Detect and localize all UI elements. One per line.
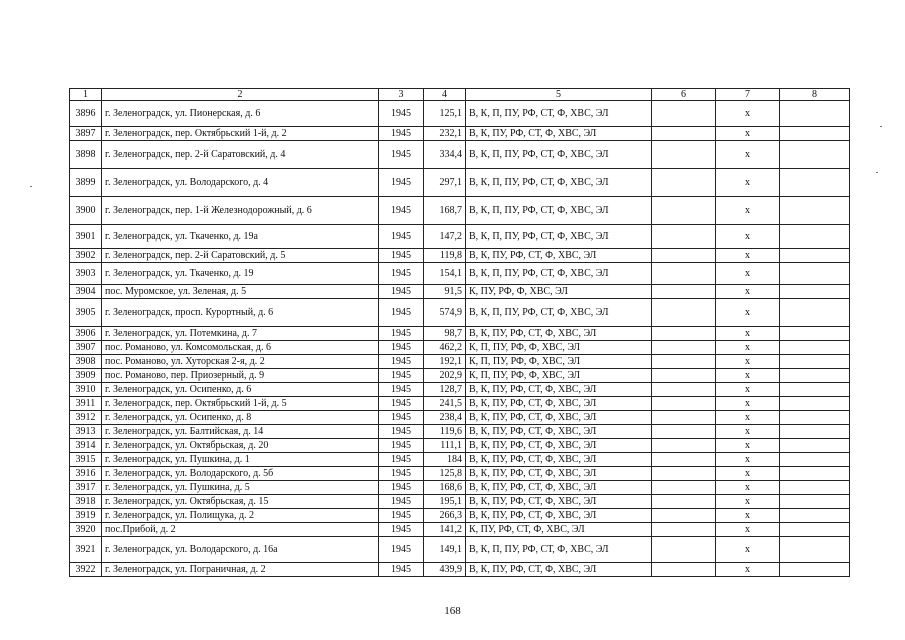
col7-mark-cell: х	[716, 509, 780, 523]
col7-mark-cell: х	[716, 425, 780, 439]
col8-cell	[780, 509, 850, 523]
systems-cell: К, П, ПУ, РФ, Ф, ХВС, ЭЛ	[466, 355, 652, 369]
address-cell: г. Зеленоградск, ул. Осипенко, д. 8	[102, 411, 379, 425]
col6-cell	[652, 141, 716, 169]
systems-cell: В, К, П, ПУ, РФ, СТ, Ф, ХВС, ЭЛ	[466, 197, 652, 225]
col7-mark-cell: х	[716, 369, 780, 383]
systems-cell: К, П, ПУ, РФ, Ф, ХВС, ЭЛ	[466, 341, 652, 355]
year-cell: 1945	[379, 341, 424, 355]
year-cell: 1945	[379, 225, 424, 249]
table-row	[70, 299, 850, 327]
address-cell: г. Зеленоградск, ул. Осипенко, д. 6	[102, 383, 379, 397]
row-number: 3922	[70, 563, 102, 577]
systems-cell: В, К, ПУ, РФ, СТ, Ф, ХВС, ЭЛ	[466, 127, 652, 141]
col8-cell	[780, 101, 850, 127]
table-row	[70, 249, 850, 263]
col6-cell	[652, 439, 716, 453]
address-cell: пос. Романово, ул. Хуторская 2-я, д. 2	[102, 355, 379, 369]
col6-cell	[652, 425, 716, 439]
page-number: 168	[444, 605, 461, 617]
year-cell: 1945	[379, 563, 424, 577]
table-row	[70, 355, 850, 369]
row-number: 3899	[70, 169, 102, 197]
year-cell: 1945	[379, 299, 424, 327]
column-header-7: 7	[716, 89, 780, 101]
row-number: 3916	[70, 467, 102, 481]
table-row	[70, 327, 850, 341]
year-cell: 1945	[379, 453, 424, 467]
column-header-3: 3	[379, 89, 424, 101]
col6-cell	[652, 127, 716, 141]
address-cell: г. Зеленоградск, ул. Пограничная, д. 2	[102, 563, 379, 577]
table-row	[70, 495, 850, 509]
year-cell: 1945	[379, 355, 424, 369]
address-cell: г. Зеленоградск, ул. Володарского, д. 5б	[102, 467, 379, 481]
col8-cell	[780, 495, 850, 509]
col6-cell	[652, 263, 716, 285]
col8-cell	[780, 127, 850, 141]
housing-register-table	[69, 88, 850, 577]
systems-cell: К, ПУ, РФ, Ф, ХВС, ЭЛ	[466, 285, 652, 299]
year-cell: 1945	[379, 101, 424, 127]
table-row	[70, 285, 850, 299]
column-header-8: 8	[780, 89, 850, 101]
year-cell: 1945	[379, 411, 424, 425]
col7-mark-cell: х	[716, 563, 780, 577]
year-cell: 1945	[379, 327, 424, 341]
address-cell: г. Зеленоградск, ул. Пионерская, д. 6	[102, 101, 379, 127]
col7-mark-cell: х	[716, 341, 780, 355]
column-header-4: 4	[424, 89, 466, 101]
column-header-1: 1	[70, 89, 102, 101]
area-cell: 147,2	[424, 225, 466, 249]
systems-cell: К, ПУ, РФ, СТ, Ф, ХВС, ЭЛ	[466, 523, 652, 537]
col7-mark-cell: х	[716, 127, 780, 141]
row-number: 3921	[70, 537, 102, 563]
col8-cell	[780, 397, 850, 411]
address-cell: г. Зеленоградск, ул. Володарского, д. 16а	[102, 537, 379, 563]
col7-mark-cell: х	[716, 453, 780, 467]
table-row	[70, 369, 850, 383]
scan-speck	[880, 126, 882, 127]
area-cell: 462,2	[424, 341, 466, 355]
area-cell: 168,6	[424, 481, 466, 495]
row-number: 3900	[70, 197, 102, 225]
row-number: 3908	[70, 355, 102, 369]
col6-cell	[652, 509, 716, 523]
year-cell: 1945	[379, 127, 424, 141]
systems-cell: В, К, ПУ, РФ, СТ, Ф, ХВС, ЭЛ	[466, 411, 652, 425]
col6-cell	[652, 397, 716, 411]
row-number: 3907	[70, 341, 102, 355]
address-cell: г. Зеленоградск, просп. Курортный, д. 6	[102, 299, 379, 327]
row-number: 3915	[70, 453, 102, 467]
address-cell: г. Зеленоградск, пер. Октябрьский 1-й, д. 5	[102, 397, 379, 411]
col7-mark-cell: х	[716, 439, 780, 453]
address-cell: пос.Прибой, д. 2	[102, 523, 379, 537]
col6-cell	[652, 249, 716, 263]
systems-cell: В, К, ПУ, РФ, СТ, Ф, ХВС, ЭЛ	[466, 481, 652, 495]
systems-cell: В, К, П, ПУ, РФ, СТ, Ф, ХВС, ЭЛ	[466, 225, 652, 249]
year-cell: 1945	[379, 481, 424, 495]
col7-mark-cell: х	[716, 467, 780, 481]
address-cell: пос. Романово, пер. Приозерный, д. 9	[102, 369, 379, 383]
col8-cell	[780, 481, 850, 495]
table-row	[70, 263, 850, 285]
col7-mark-cell: х	[716, 169, 780, 197]
area-cell: 574,9	[424, 299, 466, 327]
col8-cell	[780, 327, 850, 341]
col8-cell	[780, 197, 850, 225]
table-row	[70, 467, 850, 481]
col8-cell	[780, 299, 850, 327]
register-rows	[70, 101, 850, 577]
table-row	[70, 509, 850, 523]
col7-mark-cell: х	[716, 197, 780, 225]
area-cell: 266,3	[424, 509, 466, 523]
table-row	[70, 197, 850, 225]
table-row	[70, 481, 850, 495]
col6-cell	[652, 481, 716, 495]
col7-mark-cell: х	[716, 299, 780, 327]
address-cell: г. Зеленоградск, пер. 2-й Саратовский, д. 4	[102, 141, 379, 169]
col7-mark-cell: х	[716, 141, 780, 169]
table-row	[70, 101, 850, 127]
row-number: 3914	[70, 439, 102, 453]
area-cell: 195,1	[424, 495, 466, 509]
row-number: 3903	[70, 263, 102, 285]
col6-cell	[652, 299, 716, 327]
scan-speck	[30, 186, 32, 187]
col7-mark-cell: х	[716, 495, 780, 509]
table-row	[70, 397, 850, 411]
systems-cell: В, К, ПУ, РФ, СТ, Ф, ХВС, ЭЛ	[466, 439, 652, 453]
area-cell: 241,5	[424, 397, 466, 411]
address-cell: г. Зеленоградск, ул. Октябрьская, д. 20	[102, 439, 379, 453]
col6-cell	[652, 523, 716, 537]
address-cell: г. Зеленоградск, ул. Ткаченко, д. 19	[102, 263, 379, 285]
area-cell: 125,8	[424, 467, 466, 481]
col7-mark-cell: х	[716, 263, 780, 285]
table-row	[70, 523, 850, 537]
col7-mark-cell: х	[716, 101, 780, 127]
row-number: 3917	[70, 481, 102, 495]
systems-cell: В, К, П, ПУ, РФ, СТ, Ф, ХВС, ЭЛ	[466, 101, 652, 127]
col8-cell	[780, 355, 850, 369]
address-cell: пос. Муромское, ул. Зеленая, д. 5	[102, 285, 379, 299]
col8-cell	[780, 523, 850, 537]
row-number: 3913	[70, 425, 102, 439]
year-cell: 1945	[379, 467, 424, 481]
col6-cell	[652, 563, 716, 577]
year-cell: 1945	[379, 383, 424, 397]
area-cell: 184	[424, 453, 466, 467]
col8-cell	[780, 285, 850, 299]
col8-cell	[780, 411, 850, 425]
row-number: 3906	[70, 327, 102, 341]
row-number: 3896	[70, 101, 102, 127]
table-row	[70, 439, 850, 453]
column-header-6: 6	[652, 89, 716, 101]
col6-cell	[652, 411, 716, 425]
col7-mark-cell: х	[716, 383, 780, 397]
col6-cell	[652, 197, 716, 225]
col7-mark-cell: х	[716, 285, 780, 299]
year-cell: 1945	[379, 523, 424, 537]
area-cell: 141,2	[424, 523, 466, 537]
area-cell: 192,1	[424, 355, 466, 369]
col8-cell	[780, 439, 850, 453]
column-number-header-row	[70, 89, 850, 101]
address-cell: г. Зеленоградск, ул. Полищука, д. 2	[102, 509, 379, 523]
row-number: 3898	[70, 141, 102, 169]
year-cell: 1945	[379, 537, 424, 563]
address-cell: г. Зеленоградск, ул. Потемкина, д. 7	[102, 327, 379, 341]
address-cell: г. Зеленоградск, пер. 1-й Железнодорожный, д. 6	[102, 197, 379, 225]
address-cell: г. Зеленоградск, ул. Ткаченко, д. 19а	[102, 225, 379, 249]
col6-cell	[652, 327, 716, 341]
address-cell: г. Зеленоградск, пер. Октябрьский 1-й, д. 2	[102, 127, 379, 141]
row-number: 3904	[70, 285, 102, 299]
column-header-5: 5	[466, 89, 652, 101]
area-cell: 125,1	[424, 101, 466, 127]
table-row	[70, 141, 850, 169]
row-number: 3897	[70, 127, 102, 141]
col8-cell	[780, 467, 850, 481]
col6-cell	[652, 341, 716, 355]
col6-cell	[652, 225, 716, 249]
area-cell: 111,1	[424, 439, 466, 453]
year-cell: 1945	[379, 169, 424, 197]
table-row	[70, 563, 850, 577]
col6-cell	[652, 453, 716, 467]
systems-cell: В, К, П, ПУ, РФ, СТ, Ф, ХВС, ЭЛ	[466, 299, 652, 327]
col6-cell	[652, 467, 716, 481]
col7-mark-cell: х	[716, 225, 780, 249]
col7-mark-cell: х	[716, 411, 780, 425]
systems-cell: В, К, ПУ, РФ, СТ, Ф, ХВС, ЭЛ	[466, 425, 652, 439]
address-cell: г. Зеленоградск, ул. Пушкина, д. 5	[102, 481, 379, 495]
row-number: 3919	[70, 509, 102, 523]
col8-cell	[780, 425, 850, 439]
year-cell: 1945	[379, 141, 424, 169]
area-cell: 334,4	[424, 141, 466, 169]
row-number: 3912	[70, 411, 102, 425]
year-cell: 1945	[379, 509, 424, 523]
year-cell: 1945	[379, 369, 424, 383]
systems-cell: В, К, ПУ, РФ, СТ, Ф, ХВС, ЭЛ	[466, 383, 652, 397]
systems-cell: В, К, ПУ, РФ, СТ, Ф, ХВС, ЭЛ	[466, 249, 652, 263]
table-row	[70, 341, 850, 355]
col8-cell	[780, 263, 850, 285]
col6-cell	[652, 537, 716, 563]
address-cell: пос. Романово, ул. Комсомольская, д. 6	[102, 341, 379, 355]
year-cell: 1945	[379, 249, 424, 263]
col8-cell	[780, 169, 850, 197]
scan-speck	[876, 172, 878, 173]
area-cell: 119,8	[424, 249, 466, 263]
systems-cell: В, К, П, ПУ, РФ, СТ, Ф, ХВС, ЭЛ	[466, 169, 652, 197]
col8-cell	[780, 249, 850, 263]
col6-cell	[652, 101, 716, 127]
col7-mark-cell: х	[716, 355, 780, 369]
area-cell: 168,7	[424, 197, 466, 225]
year-cell: 1945	[379, 263, 424, 285]
systems-cell: В, К, ПУ, РФ, СТ, Ф, ХВС, ЭЛ	[466, 453, 652, 467]
row-number: 3920	[70, 523, 102, 537]
column-header-2: 2	[102, 89, 379, 101]
systems-cell: В, К, ПУ, РФ, СТ, Ф, ХВС, ЭЛ	[466, 509, 652, 523]
row-number: 3909	[70, 369, 102, 383]
row-number: 3901	[70, 225, 102, 249]
address-cell: г. Зеленоградск, пер. 2-й Саратовский, д. 5	[102, 249, 379, 263]
col7-mark-cell: х	[716, 537, 780, 563]
col8-cell	[780, 537, 850, 563]
row-number: 3918	[70, 495, 102, 509]
area-cell: 98,7	[424, 327, 466, 341]
systems-cell: В, К, П, ПУ, РФ, СТ, Ф, ХВС, ЭЛ	[466, 141, 652, 169]
area-cell: 154,1	[424, 263, 466, 285]
area-cell: 91,5	[424, 285, 466, 299]
table-row	[70, 453, 850, 467]
col7-mark-cell: х	[716, 327, 780, 341]
address-cell: г. Зеленоградск, ул. Володарского, д. 4	[102, 169, 379, 197]
col8-cell	[780, 383, 850, 397]
col7-mark-cell: х	[716, 481, 780, 495]
row-number: 3911	[70, 397, 102, 411]
col6-cell	[652, 355, 716, 369]
year-cell: 1945	[379, 285, 424, 299]
col8-cell	[780, 141, 850, 169]
col8-cell	[780, 369, 850, 383]
table-row	[70, 425, 850, 439]
table-row	[70, 383, 850, 397]
area-cell: 439,9	[424, 563, 466, 577]
table-row	[70, 169, 850, 197]
area-cell: 238,4	[424, 411, 466, 425]
row-number: 3902	[70, 249, 102, 263]
col8-cell	[780, 453, 850, 467]
address-cell: г. Зеленоградск, ул. Пушкина, д. 1	[102, 453, 379, 467]
col6-cell	[652, 495, 716, 509]
col6-cell	[652, 169, 716, 197]
area-cell: 128,7	[424, 383, 466, 397]
col8-cell	[780, 563, 850, 577]
year-cell: 1945	[379, 397, 424, 411]
address-cell: г. Зеленоградск, ул. Октябрьская, д. 15	[102, 495, 379, 509]
systems-cell: В, К, П, ПУ, РФ, СТ, Ф, ХВС, ЭЛ	[466, 537, 652, 563]
col6-cell	[652, 285, 716, 299]
year-cell: 1945	[379, 495, 424, 509]
systems-cell: В, К, П, ПУ, РФ, СТ, Ф, ХВС, ЭЛ	[466, 263, 652, 285]
year-cell: 1945	[379, 197, 424, 225]
systems-cell: В, К, ПУ, РФ, СТ, Ф, ХВС, ЭЛ	[466, 495, 652, 509]
year-cell: 1945	[379, 439, 424, 453]
area-cell: 202,9	[424, 369, 466, 383]
col7-mark-cell: х	[716, 523, 780, 537]
col6-cell	[652, 383, 716, 397]
table-row	[70, 225, 850, 249]
row-number: 3910	[70, 383, 102, 397]
area-cell: 232,1	[424, 127, 466, 141]
area-cell: 119,6	[424, 425, 466, 439]
col7-mark-cell: х	[716, 397, 780, 411]
systems-cell: В, К, ПУ, РФ, СТ, Ф, ХВС, ЭЛ	[466, 327, 652, 341]
table-row	[70, 537, 850, 563]
table-row	[70, 127, 850, 141]
area-cell: 149,1	[424, 537, 466, 563]
systems-cell: В, К, ПУ, РФ, СТ, Ф, ХВС, ЭЛ	[466, 467, 652, 481]
row-number: 3905	[70, 299, 102, 327]
year-cell: 1945	[379, 425, 424, 439]
systems-cell: В, К, ПУ, РФ, СТ, Ф, ХВС, ЭЛ	[466, 563, 652, 577]
table-row	[70, 411, 850, 425]
systems-cell: К, П, ПУ, РФ, Ф, ХВС, ЭЛ	[466, 369, 652, 383]
col8-cell	[780, 225, 850, 249]
systems-cell: В, К, ПУ, РФ, СТ, Ф, ХВС, ЭЛ	[466, 397, 652, 411]
address-cell: г. Зеленоградск, ул. Балтийская, д. 14	[102, 425, 379, 439]
col6-cell	[652, 369, 716, 383]
col7-mark-cell: х	[716, 249, 780, 263]
area-cell: 297,1	[424, 169, 466, 197]
col8-cell	[780, 341, 850, 355]
